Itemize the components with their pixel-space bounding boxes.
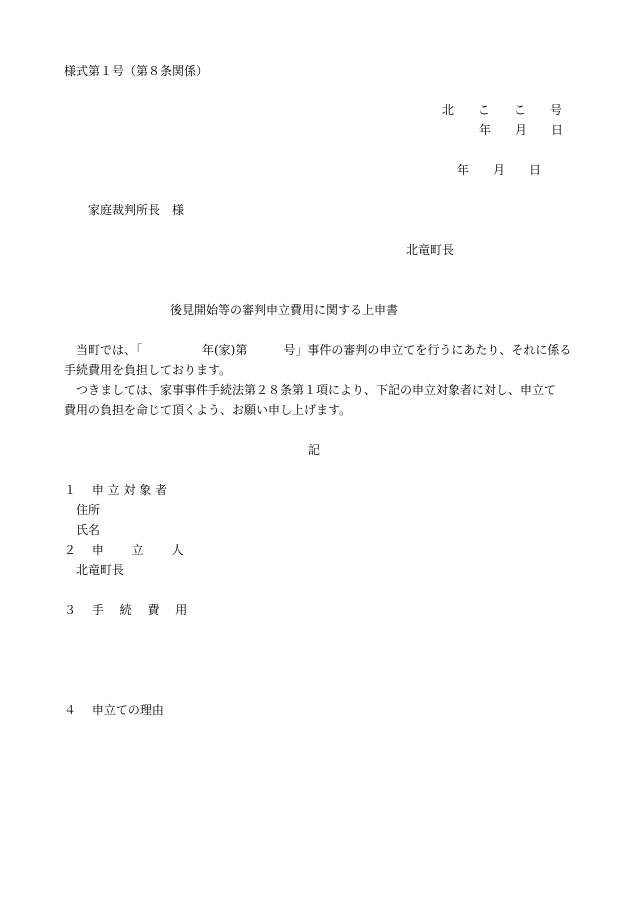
sender: 北竜町長 [406,243,455,257]
item-1-address-label: 住所 [76,503,101,517]
item-2-value: 北竜町長 [76,563,125,577]
document-number: 北 こ こ 号 [442,103,563,117]
body-line-1: 当町では、「 年(家)第 号」事件の審判の申立てを行うにあたり、それに係る [76,343,572,357]
body-line-2: 手続費用を負担しております。 [64,363,232,377]
document-number-date: 年 月 日 [479,123,564,137]
document-title: 後見開始等の審判申立費用に関する上申書 [170,303,399,317]
form-label: 様式第１号（第８条関係） [64,64,209,78]
body-line-4: 費用の負担を命じて頂くよう、お願い申し上げます。 [64,403,352,417]
item-4-heading: ４ 申立ての理由 [64,703,164,717]
item-1-heading: １ 申 立 対 象 者 [64,483,168,497]
submit-date: 年 月 日 [457,163,542,177]
item-1-name-label: 氏名 [76,523,101,537]
ki-heading: 記 [308,443,321,457]
addressee: 家庭裁判所長 様 [88,203,185,217]
body-line-3: つきましては、家事事件手続法第２８条第１項により、下記の申立対象者に対し、申立て [76,383,557,397]
item-2-heading: ２ 申 立 人 [64,543,184,557]
item-3-heading: ３ 手 続 費 用 [64,603,188,617]
